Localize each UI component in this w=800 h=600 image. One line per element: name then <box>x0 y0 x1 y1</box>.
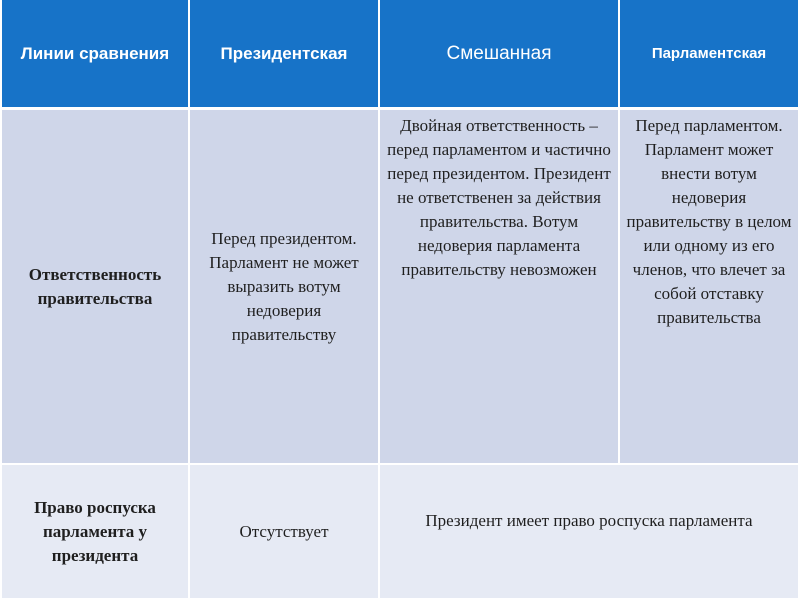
header-mixed: Смешанная <box>380 0 620 110</box>
cell-dissolution-mixed-parliamentary: Президент имеет право роспуска парламента <box>380 465 800 600</box>
cell-responsibility-parliamentary: Перед парламентом. Парламент может внести вотум недоверия правительству в целом или одному из его членов, что влечет за собой отставку правительства <box>620 110 800 465</box>
cell-dissolution-presidential: Отсутствует <box>190 465 380 600</box>
header-parliamentary: Парламентская <box>620 0 800 110</box>
comparison-table <box>2 0 800 600</box>
row-label-government-responsibility: Ответственность правительства <box>2 110 190 465</box>
header-comparison-lines: Линии сравнения <box>2 0 190 110</box>
cell-responsibility-presidential: Перед президентом. Парламент не может выразить вотум недоверия правительству <box>190 110 380 465</box>
row-label-dissolution-right: Право роспуска парламента у президента <box>2 465 190 600</box>
header-presidential: Президентская <box>190 0 380 110</box>
cell-responsibility-mixed: Двойная ответственность – перед парламентом и частично перед президентом. Президент не ответственен за действия правительства. Вотум недоверия парламента правительству невозможен <box>380 110 620 465</box>
